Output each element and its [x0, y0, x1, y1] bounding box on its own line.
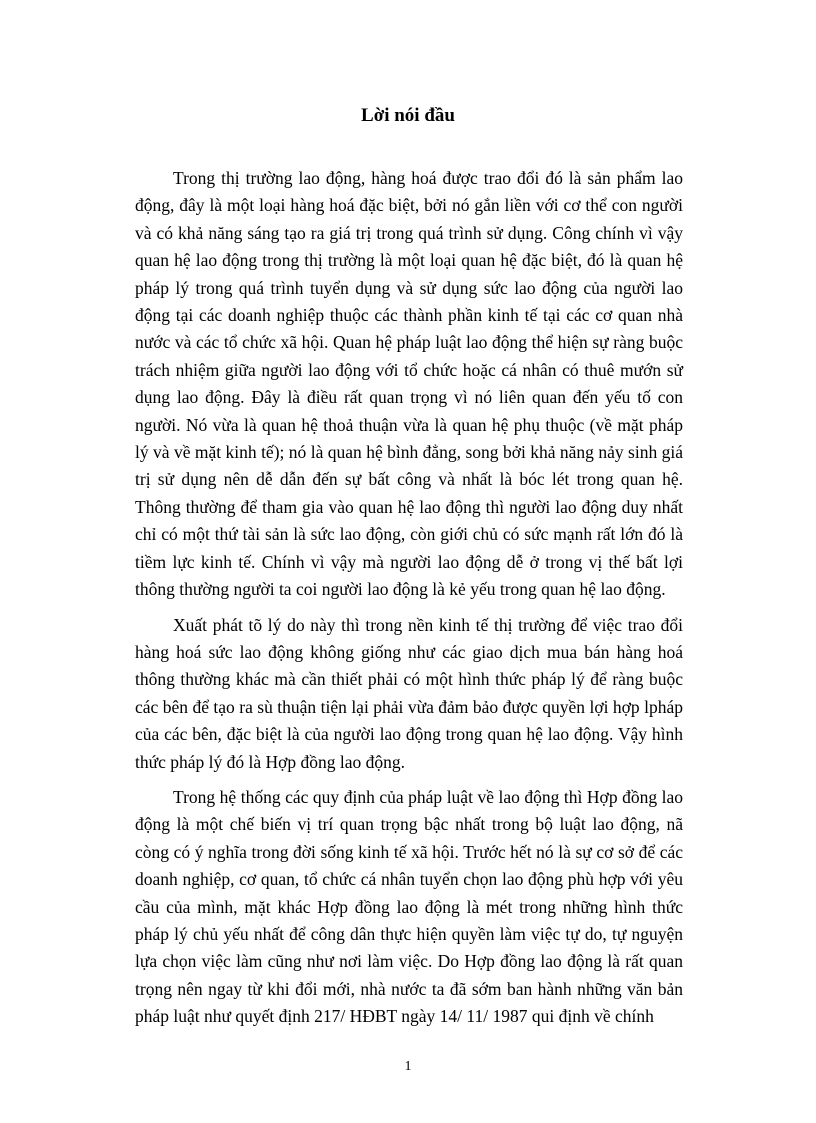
paragraph-3: Trong hệ thống các quy định của pháp luật về lao động thì Hợp đồng lao động là một chế biến vị trí quan trọng bậc nhất trong bộ luật lao động, nã còng có ý nghĩa trong đời sống kinh tế xã hội. Trước hết nó là sự cơ sở để các doanh nghiệp, cơ quan, tổ chức cá nhân tuyển chọn lao động phù hợp với yêu cầu của mình, mặt khác Hợp đồng lao động là mét trong những hình thức pháp lý chủ yếu nhất để công dân thực hiện quyền làm việc tự do, tự nguyện lựa chọn việc làm cũng như nơi làm việc. Do Hợp đồng lao động là rất quan trọng nên ngay từ khi đổi mới, nhà nước ta đã sớm ban hành những văn bản pháp luật như quyết định 217/ HĐBT ngày 14/ 11/ 1987 qui định về chính — [135, 786, 683, 1027]
document-body — [135, 165, 683, 1031]
page-number: 1 — [404, 1059, 412, 1074]
paragraph-1: Trong thị trường lao động, hàng hoá được trao đổi đó là sản phẩm lao động, đây là một loại hàng hoá đặc biệt, bởi nó gắn liền với cơ thể con người và có khả năng sáng tạo ra giá trị trong quá trình sử dụng. Công chính vì vậy quan hệ lao động trong thị trường là một loại quan hệ đặc biệt, đó là quan hệ pháp lý trong quá trình tuyển dụng và sử dụng sức lao động của người lao động tại các doanh nghiệp thuộc các thành phần kinh tế tại các cơ quan nhà nước và các tổ chức xã hội. Quan hệ pháp luật lao động thể hiện sự ràng buộc trách nhiệm giữa người lao động với tổ chức hoặc cá nhân có thuê mướn sử dụng lao động. Đây là điều rất quan trọng vì nó liên quan đến yếu tố con người. Nó vừa là quan hệ thoả thuận vừa là quan hệ phụ thuộc (về mặt pháp lý và về mặt kinh tế); nó là quan hệ bình đẳng, song bởi khả năng nảy sinh giá trị sử dụng nên dễ dẫn đến sự bất công và nhất là bóc lét trong quan hệ. Thông thường để tham gia vào quan hệ lao động thì người lao động duy nhất chỉ có một thứ tài sản là sức lao động, còn giới chủ có sức mạnh rất lớn đó là tiềm lực kinh tế. Chính vì vậy mà người lao động dễ ở trong vị thế bất lợi thông thường người ta coi người lao động là kẻ yếu trong quan hệ lao động. — [135, 168, 683, 600]
document-title: Lời nói đầu — [361, 105, 455, 126]
paragraph-2: Xuất phát tõ lý do này thì trong nền kinh tế thị trường để việc trao đổi hàng hoá sức lao động không giống như các giao dịch mua bán hàng hoá thông thường khác mà cần thiết phải có một hình thức pháp lý để ràng buộc các bên để tạo ra sù thuận tiện lại phải vừa đảm bảo được quyền lợi hợp lpháp của các bên, đặc biệt là của người lao động trong quan hệ lao động. Vậy hình thức pháp lý đó là Hợp đồng lao động. — [135, 614, 683, 772]
